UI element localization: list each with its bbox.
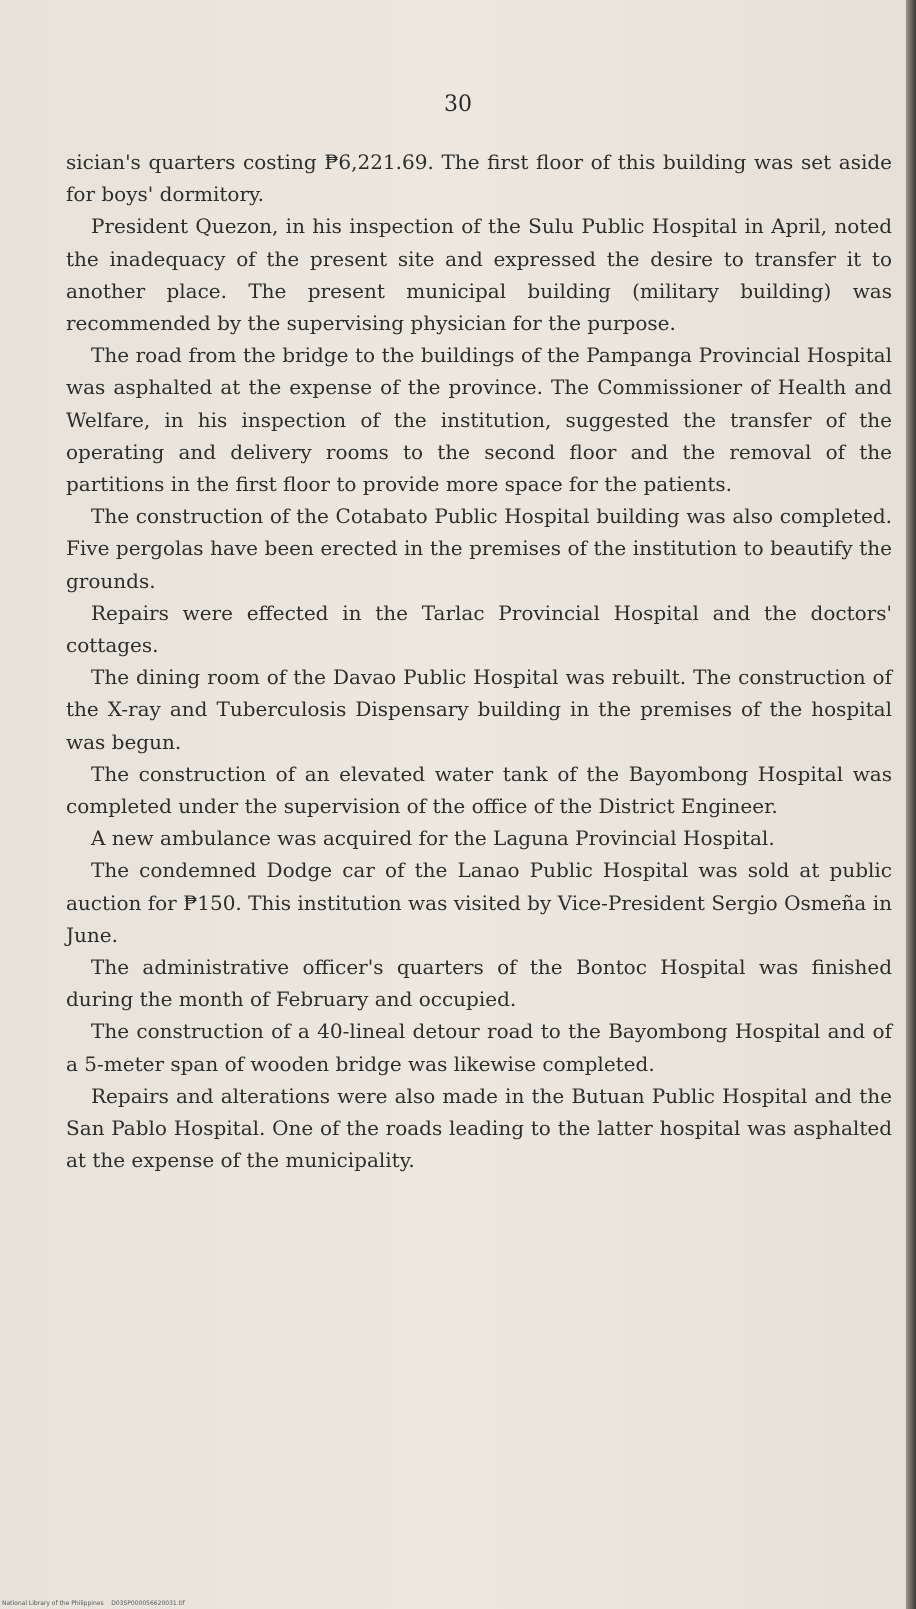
paragraph: The construction of a 40-lineal detour road to the Bayombong Hospital and of a 5-meter span of wooden bridge was likewise completed. (66, 1019, 892, 1076)
scan-footer (2, 1600, 185, 1607)
paragraph: The administrative officer's quarters of the Bontoc Hospital was finished during the month of February and occupied. (66, 955, 892, 1012)
paragraph: A new ambulance was acquired for the Laguna Provincial Hospital. (91, 826, 775, 851)
body-text (66, 146, 892, 1177)
paragraph: Repairs were effected in the Tarlac Provincial Hospital and the doctors' cottages. (66, 600, 892, 658)
paragraph: sician's quarters costing ₱6,221.69. The first floor of this building was set aside for boys' dormitory. (66, 150, 892, 207)
paragraph: Repairs and alterations were also made in the Butuan Public Hospital and the San Pablo Hospital. One of the roads leading to the latter hospital was asphalted at the expense of the municipality. (66, 1083, 892, 1173)
footer-id: D03SP000056620031.tif (111, 1600, 185, 1607)
paragraph: The condemned Dodge car of the Lanao Public Hospital was sold at public auction for ₱150. This institution was visited by Vice-President Sergio Osmeña in June. (66, 858, 892, 947)
paragraph: The dining room of the Davao Public Hospital was rebuilt. The construction of the X-ray and Tuberculosis Dispensary building in the premises of the hospital was begun. (66, 665, 892, 754)
paragraph: The construction of the Cotabato Public Hospital building was also completed. Five pergolas have been erected in the premises of the institution to beautify the grounds. (66, 504, 892, 593)
paragraph: The construction of an elevated water tank of the Bayombong Hospital was completed under the supervision of the office of the District Engineer. (66, 761, 892, 819)
page-edge-shadow (906, 0, 916, 1609)
page-number: 30 (444, 92, 472, 117)
paragraph: President Quezon, in his inspection of the Sulu Public Hospital in April, noted the inadequacy of the present site and expressed the desire to transfer it to another place. The present municipal building (military building) was recommended by the supervising physician for the purpose. (66, 214, 892, 336)
footer-source: National Library of the Philippines (2, 1600, 104, 1607)
paragraph: The road from the bridge to the buildings of the Pampanga Provincial Hospital was asphalted at the expense of the province. The Commissioner of Health and Welfare, in his inspection of the institution, suggested the transfer of the operating and delivery rooms to the second floor and the removal of the partitions in the first floor to provide more space for the patients. (66, 343, 892, 497)
